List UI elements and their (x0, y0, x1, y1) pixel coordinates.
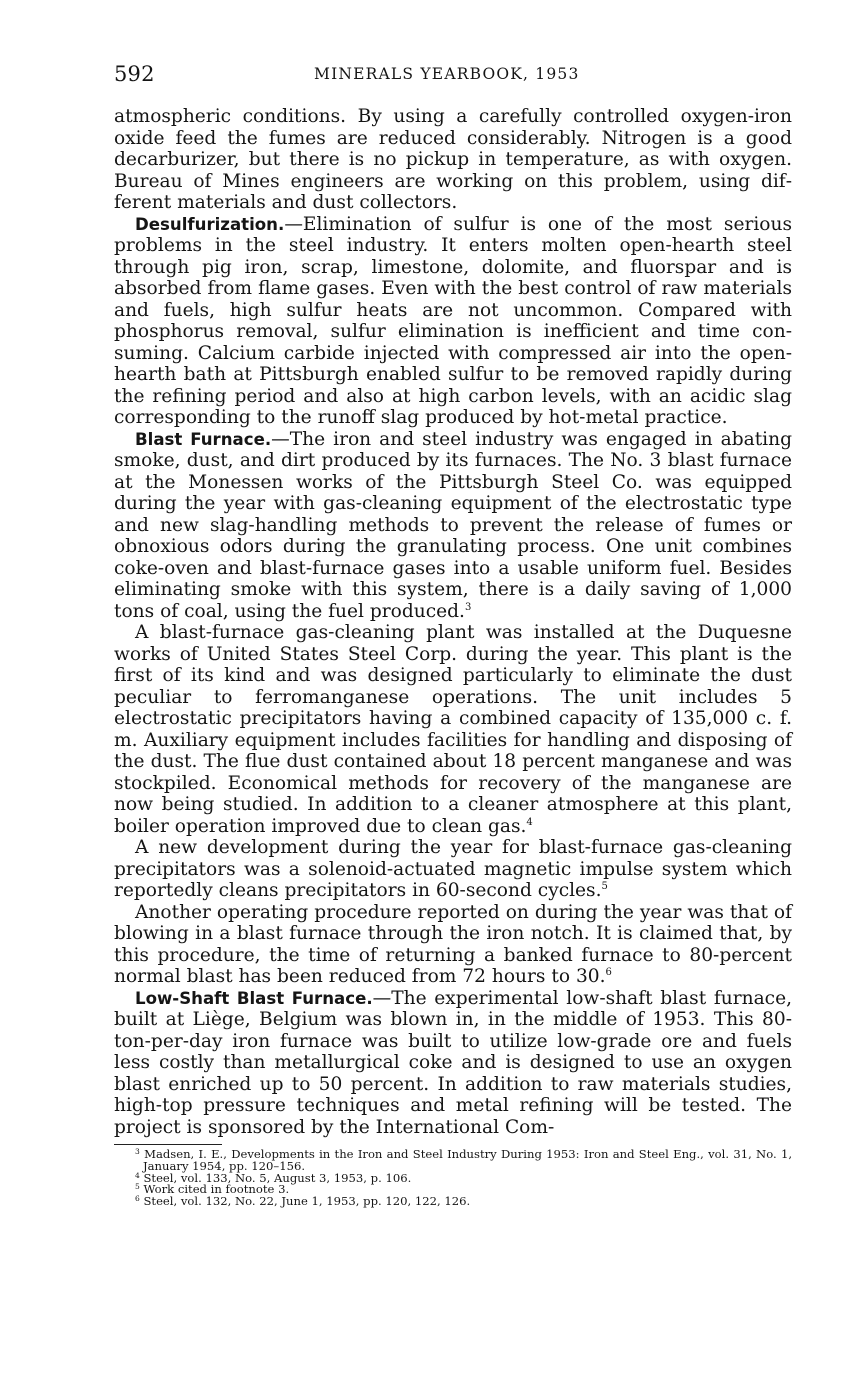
paragraph-desulfurization (114, 214, 792, 429)
page-number: 592 (114, 62, 155, 86)
paragraph-duquesne (114, 622, 792, 837)
footnote-reference: 4 (526, 816, 533, 828)
footnote-reference: 3 (464, 601, 472, 613)
section-heading-blast-furnace: Blast Furnace. (135, 429, 272, 449)
body-text (114, 106, 792, 1138)
footnote-divider (114, 1144, 222, 1145)
paragraph-text: atmospheric conditions. By using a carefully controlled oxygen-iron oxide feed the fumes are reduced considerably. Nitrogen is a good decarburizer, but there is no pickup in temperature, as with oxygen. Bureau of Mines engineers are working on this problem, using different materials and dust collectors. (114, 106, 792, 213)
paragraph-iron-notch (114, 902, 792, 988)
paragraph-low-shaft (114, 988, 792, 1139)
paragraph-blast-furnace (114, 429, 792, 623)
running-header (114, 62, 792, 90)
footnote (135, 1149, 792, 1173)
footnote-reference: 5 (601, 881, 608, 892)
footnote-mark: 3 (135, 1147, 140, 1156)
paragraph-text: A blast-furnace gas-cleaning plant was installed at the Duquesne works of United States Steel Corp. during the year. This plant is the first of its kind and was designed particularly to eliminate the dust peculiar to ferromanganese operations. The unit includes 5 electrostatic precipitators having a combined capacity of 135,000 c. f. m. Auxiliary equipment includes facilities for handling and disposing of the dust. The flue dust contained about 18 percent manganese and was stockpiled. Economical methods for recovery of the manganese are now being studied. In addition to a cleaner atmosphere at this plant, boiler operation improved due to clean gas. (114, 622, 792, 837)
section-heading-desulfurization: Desulfurization. (135, 214, 285, 234)
footnote-text: Steel, vol. 133, No. 5, August 3, 1953, p. 106. (143, 1170, 412, 1185)
footnote-text: Steel, vol. 132, No. 22, June 1, 1953, pp. 120, 122, 126. (143, 1194, 471, 1209)
footnote-mark: 5 (135, 1182, 140, 1192)
footnote-text: Madsen, I. E., Developments in the Iron and Steel Industry During 1953: Iron and Steel Eng., vol. 31, No. 1, January 1954, pp. 120–156. (143, 1147, 793, 1173)
paragraph-text: —The iron and steel industry was engaged in abating smoke, dust, and dirt produced by its furnaces. The No. 3 blast furnace at the Monessen works of the Pittsburgh Steel Co. was equipped during the year with gas-cleaning equipment of the electrostatic type and new slag-handling methods to prevent the release of fumes or obnoxious odors during the granulating process. One unit combines coke-oven and blast-furnace gases into a usable uniform fuel. Besides eliminating smoke with this system, there is a daily saving of 1,000 tons of coal, using the fuel produced. (114, 428, 792, 622)
footnote-text: Work cited in footnote 3. (143, 1182, 290, 1197)
document-page (114, 62, 792, 1208)
footnote-reference: 6 (605, 967, 612, 978)
paragraph-text: Another operating procedure reported on during the year was that of blowing in a blast furnace through the iron notch. It is claimed that, by this procedure, the time of returning a banked furnace to 80-percent normal blast has been reduced from 72 hours to 30. (114, 901, 792, 987)
footnote (135, 1196, 792, 1208)
footnotes (114, 1149, 792, 1208)
running-title: MINERALS YEARBOOK, 1953 (314, 65, 580, 83)
footnote-mark: 4 (135, 1170, 140, 1180)
paragraph-precipitators (114, 837, 792, 902)
section-heading-low-shaft: Low-Shaft Blast Furnace. (135, 988, 373, 1008)
paragraph-continuation (114, 106, 792, 214)
paragraph-text: —The experimental low-shaft blast furnace, built at Liège, Belgium was blown in, in the middle of 1953. This 80-ton-per-day iron furnace was built to utilize low-grade ore and fuels less costly than metallurgical coke and is designed to use an oxygen blast enriched up to 50 percent. In addition to raw materials studies, high-top pressure techniques and metal refining will be tested. The project is sponsored by the International Com- (114, 987, 792, 1138)
paragraph-text: —Elimination of sulfur is one of the most serious problems in the steel industry. It enters molten open-hearth steel through pig iron, scrap, limestone, dolomite, and fluorspar and is absorbed from flame gases. Even with the best control of raw materials and fuels, high sulfur heats are not uncommon. Compared with phosphorus removal, sulfur elimination is inefficient and time consuming. Calcium carbide injected with compressed air into the open-hearth bath at Pittsburgh enabled sulfur to be removed rapidly during the refining period and also at high carbon levels, with an acidic slag corresponding to the runoff slag produced by hot-metal practice. (114, 213, 792, 428)
paragraph-text: A new development during the year for blast-furnace gas-cleaning precipitators was a solenoid-actuated magnetic impulse system which reportedly cleans precipitators in 60-second cycles. (114, 837, 792, 901)
footnote-mark: 6 (135, 1194, 140, 1204)
